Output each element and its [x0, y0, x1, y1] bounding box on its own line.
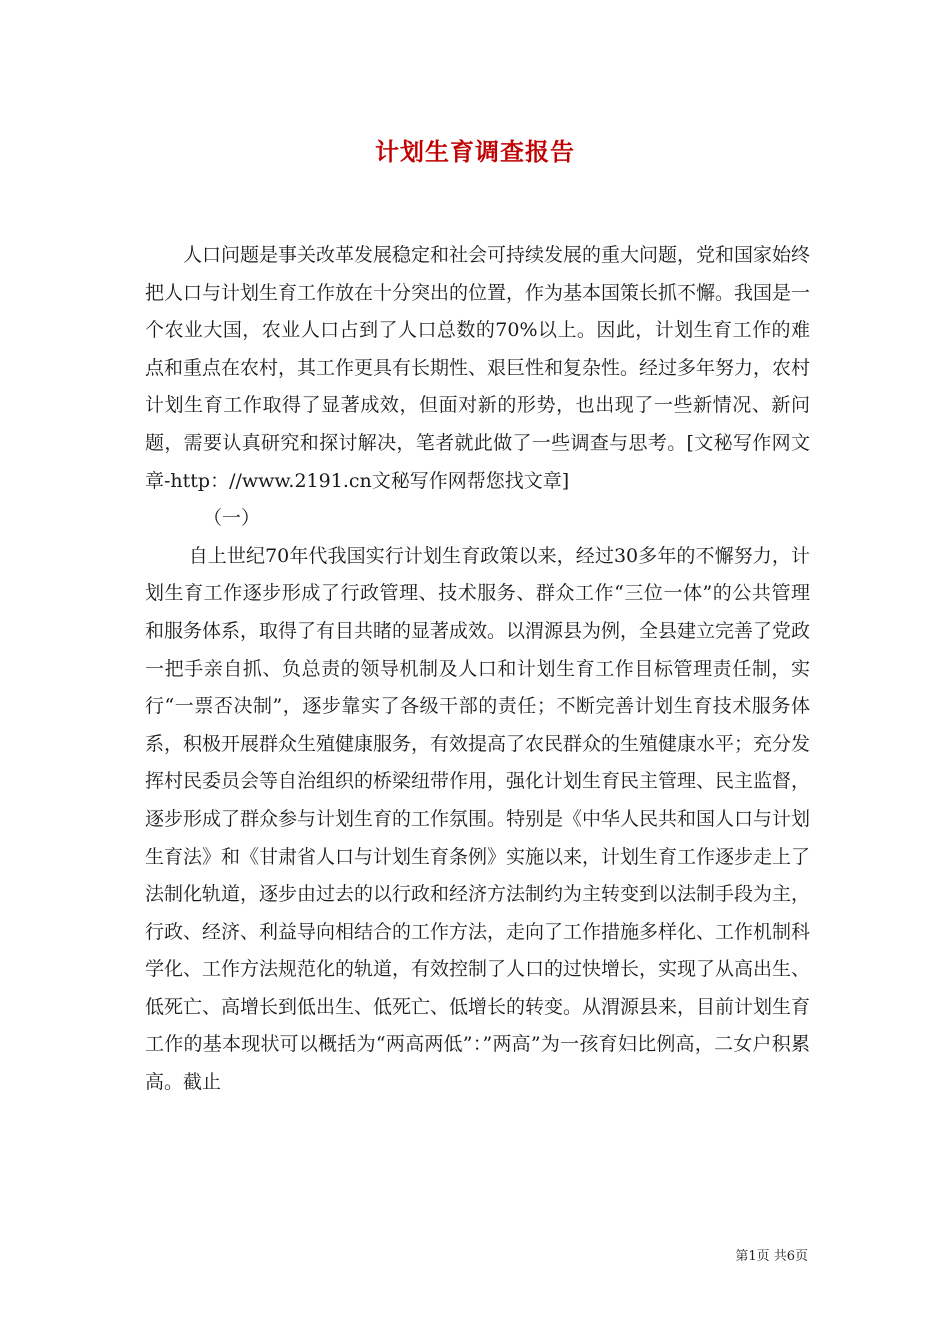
document-title: 计划生育调查报告 — [375, 137, 575, 166]
document-body — [145, 237, 810, 1102]
body-paragraph: 自上世纪70年代我国实行计划生育政策以来，经过30多年的不懈努力，计划生育工作逐步形成了行政管理、技术服务、群众工作“三位一体”的公共管理和服务体系，取得了有目共睹的显著成效。以渭源县为例，全县建立完善了党政一把手亲自抓、负总责的领导机制及人口和计划生育工作目标管理责任制，实行“一票否决制”，逐步靠实了各级干部的责任；不断完善计划生育技术服务体系，积极开展群众生殖健康服务，有效提高了农民群众的生殖健康水平；充分发挥村民委员会等自治组织的桥梁纽带作用，强化计划生育民主管理、民主监督，逐步形成了群众参与计划生育的工作氛围。特别是《中华人民共和国人口与计划生育法》和《甘肃省人口与计划生育条例》实施以来，计划生育工作逐步走上了法制化轨道，逐步由过去的以行政和经济方法制约为主转变到以法制手段为主，行政、经济、利益导向相结合的工作方法，走向了工作措施多样化、工作机制科学化、工作方法规范化的轨道，有效控制了人口的过快增长，实现了从高出生、低死亡、高增长到低出生、低死亡、低增长的转变。从渭源县来，目前计划生育工作的基本现状可以概括为“两高两低”：”两高”为一孩育妇比例高，二女户积累高。截止 — [145, 544, 811, 1094]
intro-paragraph: 人口问题是事关改革发展稳定和社会可持续发展的重大问题，党和国家始终把人口与计划生育工作放在十分突出的位置，作为基本国策长抓不懈。我国是一个农业大国，农业人口占到了人口总数的70%以上。因此，计划生育工作的难点和重点在农村，其工作更具有长期性、艰巨性和复杂性。经过多年努力，农村计划生育工作取得了显著成效，但面对新的形势，也出现了一些新情况、新问题，需要认真研究和探讨解决，笔者就此做了一些调查与思考。[文秘写作网文章-http：//www.2191.cn文秘写作网帮您找文章] — [145, 244, 811, 492]
section-marker: （一） — [203, 507, 261, 530]
page-number: 第1页 共6页 — [735, 1249, 808, 1264]
